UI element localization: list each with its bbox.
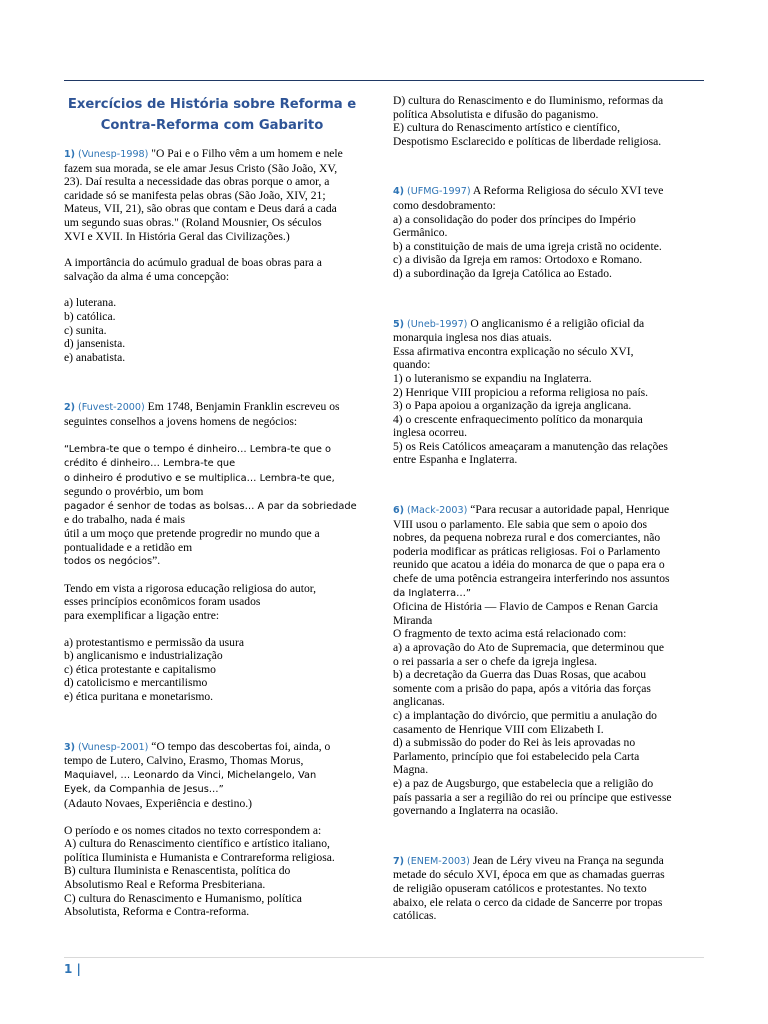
question-7: 7) (ENEM-2003) Jean de Léry viveu na França na segunda metade do século XVI, época em que as chamadas guerras de religião opuseram católicos e protestantes. No texto abaixo, ele relata o cerco da cidade de Sancerre por tropas católicas. (393, 853, 665, 923)
answer-option: Germânico. (393, 226, 448, 240)
answer-option: política Absolutista e difusão do paganismo. (393, 107, 599, 121)
answer-option: país passaria a ser a regilião do rei ou príncipe que estivesse (393, 790, 672, 804)
question-source: (UFMG-1997) (406, 186, 471, 198)
answer-option: a) a aprovação do Ato de Supremacia, que determinou que (393, 641, 665, 654)
answer-option: 3) o Papa apoiou a organização da igreja anglicana. (393, 399, 632, 413)
answer-option: 4) o crescente enfraquecimento político da monarquia (393, 412, 643, 426)
question-number: 2) (64, 402, 76, 414)
question-number: 1) (64, 149, 76, 160)
question-number: 5) (393, 318, 405, 330)
question-3: 3) (Vunesp-2001) “O tempo das descobertas foi, ainda, o tempo de Lutero, Calvino, Erasmo, Thomas Morus, Maquiavel, … Leonardo da Vinci, Michelangelo, Van Eyek, da Companhia de Jesus…” (Adauto Novaes, Experiência e destino.) O período e os nomes citados no texto correspondem a: A) cultura do Renascimento científico e artístico italiano, política Iluminista e Humanista e Contrareforma religiosa. B) cultura Iluminista e Renascentista, política do Absolutismo Real e Reforma Presbiteriana. C) cultura do Renascimento e Humanismo, política Absolutista, Reforma e Contra-reforma. (64, 740, 360, 919)
left-column (64, 94, 360, 929)
answer-option: 2) Henrique VIII propiciou a reforma religiosa no país. (393, 385, 649, 399)
answer-option: b) a decretação da Guerra das Duas Rosas, que acabou (393, 668, 647, 682)
answer-option: Magna. (393, 763, 429, 777)
question-source: (Vunesp-1998) (77, 149, 149, 160)
answer-option: c) a implantação do divórcio, que permitiu a anulação do (393, 708, 657, 722)
answer-option: b) a constituição de mais de uma igreja cristã no ocidente. (393, 239, 662, 253)
answer-option: Absolutismo Real e Reforma Presbiteriana. (64, 877, 266, 891)
answer-option: b) católica. (64, 309, 116, 323)
question-6: 6) (Mack-2003) “Para recusar a autoridade papal, Henrique VIII usou o parlamento. Ele sabia que sem o apoio dos nobres, da pequena nobreza rural e dos comerciantes, não poderia modificar as práticas religiosas. Foi o Parlamento reunido que acatou a idéia do monarca de que o papa era o chefe de uma potência estrangeira interferindo nos assuntos da Inglaterra…” Oficina de História — Flavio de Campos e Renan Garcia Miranda O fragmento de texto acima está relacionado com: a) a aprovação do Ato de Supremacia, que determinou que o rei passaria a ser o chefe da igreja inglesa. b) a decretação da Guerra das Duas Rosas, que acabou somente com a prisão do papa, após a vitória das forças anglicanas. c) a implantação do divórcio, que permitiu a anulação do casamento de Henrique VIII com Elizabeth I. d) a submissão do poder do Rei às leis aprovadas no Parlamento, princípio que foi estabelecido pela Carta Magna. e) a paz de Augsburgo, que estabelecia que a religião do país passaria a ser a regilião do rei ou príncipe que estivesse governando a Inglaterra na ocasião. (393, 503, 704, 818)
answer-option: E) cultura do Renascimento artístico e científico, (393, 121, 620, 135)
question-number: 6) (393, 505, 405, 517)
question-3-continued (393, 94, 704, 148)
answer-option: a) protestantismo e permissão da usura (64, 635, 244, 649)
answer-option: e) ética puritana e monetarismo. (64, 690, 214, 703)
answer-option: b) anglicanismo e industrialização (64, 649, 223, 663)
answer-option: D) cultura do Renascimento e do Iluminismo, reformas da (393, 94, 664, 107)
question-source: (Vunesp-2001) (77, 741, 149, 753)
right-column (393, 94, 704, 933)
question-source: (Mack-2003) (406, 505, 468, 517)
answer-option: d) jansenista. (64, 337, 126, 351)
answer-option: d) a submissão do poder do Rei às leis aprovadas no (393, 736, 636, 750)
question-source: (ENEM-2003) (406, 855, 470, 867)
question-2: 2) (Fuvest-2000) Em 1748, Benjamin Franklin escreveu os seguintes conselhos a jovens homens de negócios: “Lembra-te que o tempo é dinheiro… Lembra-te que o crédito é dinheiro… Lembra-te que o dinheiro é produtivo e se multiplica… Lembra-te que, segundo o provérbio, um bom pagador é senhor de todas as bolsas… A par da sobriedade e do trabalho, nada é mais útil a um moço que pretende progredir no mundo que a pontualidade e a retidão em todos os negócios”. Tendo em vista a rigorosa educação religiosa do autor, esses princípios econômicos foram usados para exemplificar a ligação entre: a) protestantismo e permissão da usura b) anglicanismo e industrialização c) ética protestante e capitalismo d) catolicismo e mercantilismo e) ética puritana e monetarismo. (64, 400, 360, 703)
answer-option: B) cultura Iluminista e Renascentista, política do (64, 864, 291, 878)
answer-option: Parlamento, princípio que foi estabelecido pela Carta (393, 749, 640, 763)
answer-option: o rei passaria a ser o chefe da igreja inglesa. (393, 654, 598, 668)
answer-option: A) cultura do Renascimento científico e artístico italiano, (64, 837, 330, 851)
header-rule (64, 80, 704, 81)
answer-option: somente com a prisão do papa, após a vitória das forças (393, 681, 651, 695)
answer-option: entre Espanha e Inglaterra. (393, 453, 518, 467)
question-number: 4) (393, 186, 405, 198)
answer-option: anglicanas. (393, 695, 445, 709)
answer-option: a) a consolidação do poder dos príncipes do Império (393, 212, 636, 226)
answer-option: d) catolicismo e mercantilismo (64, 676, 208, 690)
question-number: 7) (393, 855, 405, 867)
page-number: 1 | (64, 962, 81, 976)
answer-option: Absolutista, Reforma e Contra-reforma. (64, 905, 250, 919)
answer-option: Despotismo Esclarecido e políticas de liberdade religiosa. (393, 134, 662, 148)
answer-option: casamento de Henrique VIII com Elizabeth I. (393, 722, 604, 736)
question-5: 5) (Uneb-1997) O anglicanismo é a religião oficial da monarquia inglesa nos dias atuais. Essa afirmativa encontra explicação no século XVI, quando: 1) o luteranismo se expandiu na Inglaterra. 2) Henrique VIII propiciou a reforma religiosa no país. 3) o Papa apoiou a organização da igreja anglicana. 4) o crescente enfraquecimento político da monarquia inglesa ocorreu. 5) os Reis Católicos ameaçaram a manutenção das relações entre Espanha e Inglaterra. (393, 317, 704, 468)
question-1: 1) (Vunesp-1998) "O Pai e o Filho vêm a um homem e nele fazem sua morada, se ele amar Jesus Cristo (São João, XV, 23). Daí resulta a necessidade das obras porque o amor, a caridade só se manifesta pelas obras (São João, XIV, 21; Mateus, VII, 21), são obras que contam e Deus dará a cada um segundo suas obras." (Roland Mousnier, Os séculos XVI e XVII. In História Geral das Civilizações.) A importância do acúmulo gradual de boas obras para a salvação da alma é uma concepção: a) luterana. b) católica. c) sunita. d) jansenista. e) anabatista. (64, 147, 360, 364)
answer-option: c) a divisão da Igreja em ramos: Ortodoxo e Romano. (393, 253, 643, 267)
answer-option: inglesa ocorreu. (393, 426, 468, 440)
answer-option: d) a subordinação da Igreja Católica ao Estado. (393, 266, 612, 280)
answer-option: C) cultura do Renascimento e Humanismo, política (64, 891, 302, 905)
page-title: Exercícios de História sobre Reforma e Contra-Reforma com Gabarito (67, 97, 357, 133)
answer-option: e) anabatista. (64, 350, 126, 364)
question-source: (Uneb-1997) (406, 318, 468, 330)
footer-rule (64, 957, 704, 958)
question-number: 3) (64, 741, 76, 753)
question-4: 4) (UFMG-1997) A Reforma Religiosa do século XVI teve como desdobramento: a) a consolidação do poder dos príncipes do Império Germânico. b) a constituição de mais de uma igreja cristã no ocidente. c) a divisão da Igreja em ramos: Ortodoxo e Romano. d) a subordinação da Igreja Católica ao Estado. (393, 184, 704, 280)
answer-option: política Iluminista e Humanista e Contrareforma religiosa. (64, 850, 335, 864)
answer-option: a) luterana. (64, 296, 117, 310)
question-source: (Fuvest-2000) (77, 402, 145, 414)
answer-option: e) a paz de Augsburgo, que estabelecia que a religião do (393, 776, 654, 790)
answer-option: 1) o luteranismo se expandiu na Inglaterra. (393, 371, 592, 385)
answer-option: c) ética protestante e capitalismo (64, 662, 216, 676)
answer-option: 5) os Reis Católicos ameaçaram a manutenção das relações (393, 439, 668, 453)
answer-option: c) sunita. (64, 323, 107, 337)
answer-option: governando a Inglaterra na ocasião. (393, 804, 559, 818)
